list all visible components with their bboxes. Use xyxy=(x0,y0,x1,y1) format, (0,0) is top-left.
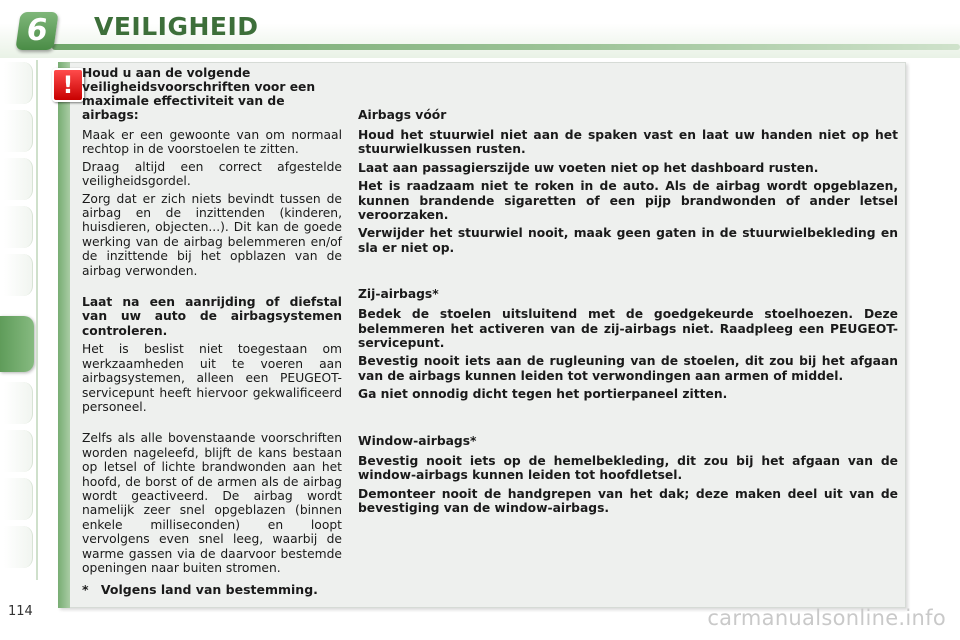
paragraph: Zelfs als alle bovenstaande voorschriften worden nageleefd, blijft de kans bestaan op letsel of lichte brandwonden aan het hoofd, de borst of de armen als de airbag wordt geactiveerd. De airbag wordt namelijk zeer snel opgeblazen (binnen enkele milliseconden) en loopt vervolgens even snel leeg, waarbij de warme gassen via de daarvoor bestemde openingen naar buiten stromen. xyxy=(82,431,342,575)
watermark: carmanualsonline.info xyxy=(707,606,946,630)
paragraph: Draag altijd een correct afgestelde veiligheidsgordel. xyxy=(82,159,342,189)
footnote-text: Volgens land van bestemming. xyxy=(100,582,318,597)
section-heading-front-airbags: Airbags vóór xyxy=(358,108,447,122)
warning-icon: ! xyxy=(52,68,84,102)
page-number: 114 xyxy=(8,604,33,619)
left-column xyxy=(82,66,342,578)
section-heading-window-airbags: Window-airbags* xyxy=(358,433,477,448)
list-item: Ga niet onnodig dicht tegen het portierpaneel zitten. xyxy=(358,387,728,402)
chapter-tab[interactable] xyxy=(4,254,33,296)
chapter-tab[interactable] xyxy=(4,110,33,152)
chapter-tab[interactable] xyxy=(4,430,33,472)
list-item: Het is raadzaam niet te roken in de auto. Als de airbag wordt opgeblazen, kunnen brandende sigaretten of een pijp brandwonden of ander letsel veroorzaken. xyxy=(358,179,898,223)
list-item: Bevestig nooit iets op de hemelbekleding, dit zou bij het afgaan van de window-airbags kunnen leiden tot hoofdletsel. xyxy=(358,453,898,483)
safety-rules-heading: Houd u aan de volgende veiligheidsvoorschriften voor een maximale effectiviteit van de airbags: xyxy=(82,66,316,122)
chapter-badge: 6 xyxy=(15,12,58,50)
chapter-tabs xyxy=(0,62,36,582)
footnote-marker: * xyxy=(82,582,89,597)
chapter-tab[interactable] xyxy=(4,478,33,520)
list-item: Houd het stuurwiel niet aan de spaken vast en laat uw handen niet op het stuurwielkussen rusten. xyxy=(358,128,898,157)
list-item: Bevestig nooit iets aan de rugleuning van de stoelen, dit zou bij het afgaan van de airbags kunnen leiden tot verwondingen aan armen of middel. xyxy=(358,354,898,383)
chapter-tab-active[interactable] xyxy=(0,316,34,372)
footnote xyxy=(82,582,318,597)
chapter-tab[interactable] xyxy=(4,382,33,424)
list-item: Demonteer nooit de handgrepen van het dak; deze maken deel uit van de bevestiging van de window-airbags. xyxy=(358,486,898,515)
chapter-tab[interactable] xyxy=(4,206,33,248)
chapter-tab[interactable] xyxy=(4,158,33,200)
panel-accent-strip xyxy=(58,62,70,608)
paragraph: Het is beslist niet toegestaan om werkzaamheden uit te voeren aan airbagsystemen, alleen een PEUGEOT-servicepunt heeft hiervoor gekwalificeerd personeel. xyxy=(82,342,342,414)
left-rule xyxy=(36,60,38,580)
paragraph: Zorg dat er zich niets bevindt tussen de airbag en de inzittenden (kinderen, huisdieren, objecten...). Dit kan de goede werking van de airbag belemmeren en/of de inzittende bij het opblazen van de airbag verwonden. xyxy=(82,191,342,278)
accident-heading: Laat na een aanrijding of diefstal van uw auto de airbagsystemen controleren. xyxy=(82,295,342,338)
chapter-tab[interactable] xyxy=(4,526,33,568)
header-rule xyxy=(52,44,960,50)
right-column xyxy=(358,108,898,519)
section-heading-side-airbags: Zij-airbags* xyxy=(358,287,439,302)
page-title: VEILIGHEID xyxy=(94,12,259,41)
list-item: Verwijder het stuurwiel nooit, maak geen gaten in de stuurwielbekleding en sla er niet op. xyxy=(358,226,898,255)
paragraph: Maak er een gewoonte van om normaal rechtop in de voorstoelen te zitten. xyxy=(82,128,342,157)
list-item: Bedek de stoelen uitsluitend met de goedgekeurde stoelhoezen. Deze belemmeren het activeren van de zij-airbags niet. Raadpleeg een PEUGEOT-servicepunt. xyxy=(358,307,898,351)
chapter-tab[interactable] xyxy=(4,62,33,104)
list-item: Laat aan passagierszijde uw voeten niet op het dashboard rusten. xyxy=(358,160,819,175)
